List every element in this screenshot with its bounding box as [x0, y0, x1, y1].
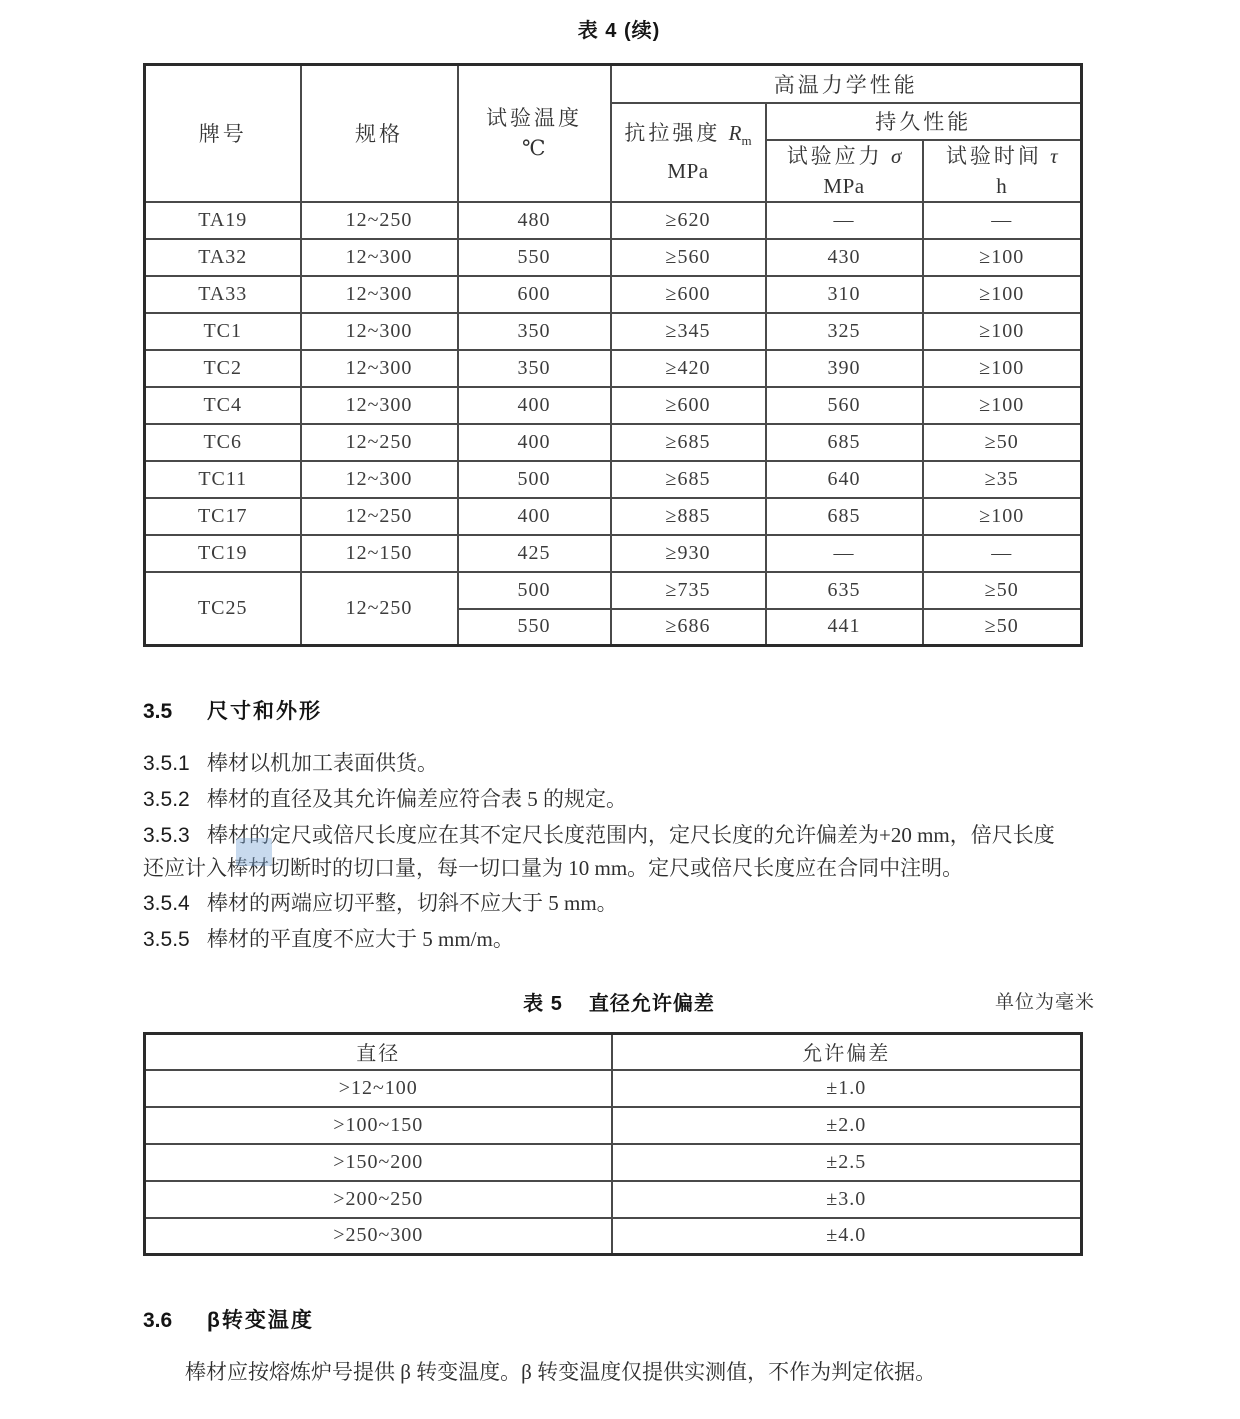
cell-time: ≥100	[923, 276, 1082, 313]
cell-grade: TA32	[145, 239, 301, 276]
cell-time: ≥50	[923, 609, 1082, 646]
table-row	[145, 424, 1082, 461]
table-row	[145, 276, 1082, 313]
header-test-time-label: 试验时间 τ	[945, 143, 1058, 168]
clause-text: 棒材以机加工表面供货。	[207, 751, 438, 775]
table-row	[145, 1218, 1082, 1255]
cell-rm: ≥345	[611, 313, 766, 350]
cell-stress: —	[766, 535, 923, 572]
clause-number: 3.5.3	[143, 824, 190, 847]
cell-temp: 400	[458, 424, 611, 461]
cell-time: ≥50	[923, 572, 1082, 609]
cell-time: ≥50	[923, 424, 1082, 461]
cell-temp: 500	[458, 572, 611, 609]
cell-stress: 325	[766, 313, 923, 350]
cell-rm: ≥420	[611, 350, 766, 387]
header-high-temp-group: 高温力学性能	[611, 65, 1082, 103]
table5-unit-note: 单位为毫米	[994, 992, 1095, 1013]
cell-temp: 480	[458, 202, 611, 239]
cell-temp: 500	[458, 461, 611, 498]
table5-caption-label: 表 5	[523, 993, 563, 1015]
header-durability-group: 持久性能	[766, 103, 1082, 140]
header-test-temperature	[458, 65, 611, 202]
cell-rm: ≥600	[611, 276, 766, 313]
table4-header-row-1	[145, 65, 1082, 103]
clause-text-line1: 棒材的定尺或倍尺长度应在其不定尺长度范围内，定尺长度的允许偏差为+20 mm，倍尺长度	[207, 823, 1055, 847]
clause-text: 棒材的平直度不应大于 5 mm/m。	[207, 927, 514, 951]
cell-grade: TC11	[145, 461, 301, 498]
header-test-time	[923, 140, 1082, 202]
clause-3-5-1	[143, 747, 1095, 780]
cell-time: ≥100	[923, 313, 1082, 350]
cell-time: ≥35	[923, 461, 1082, 498]
cell-tolerance: ±2.5	[612, 1144, 1082, 1181]
table-row	[145, 1181, 1082, 1218]
cell-tolerance: ±3.0	[612, 1181, 1082, 1218]
clause-3-5-3	[143, 819, 1095, 884]
table-row	[145, 1107, 1082, 1144]
cell-spec: 12~250	[301, 202, 458, 239]
section-3-6-paragraph: 棒材应按熔炼炉号提供 β 转变温度。β 转变温度仅提供实测值，不作为判定依据。	[185, 1360, 937, 1384]
table-row	[145, 350, 1082, 387]
clause-number: 3.5.2	[143, 788, 190, 811]
cell-stress: 560	[766, 387, 923, 424]
clause-text: 棒材的两端应切平整，切斜不应大于 5 mm。	[207, 891, 618, 915]
cell-temp: 550	[458, 609, 611, 646]
table-row	[145, 202, 1082, 239]
cell-rm: ≥600	[611, 387, 766, 424]
cell-spec: 12~300	[301, 239, 458, 276]
cell-rm: ≥686	[611, 609, 766, 646]
cell-tolerance: ±4.0	[612, 1218, 1082, 1255]
cell-stress: 430	[766, 239, 923, 276]
cell-diameter: >150~200	[145, 1144, 612, 1181]
cell-diameter: >200~250	[145, 1181, 612, 1218]
cell-stress: —	[766, 202, 923, 239]
cell-diameter: >100~150	[145, 1107, 612, 1144]
header-grade: 牌号	[145, 65, 301, 202]
cell-spec: 12~300	[301, 461, 458, 498]
table-row	[145, 461, 1082, 498]
table-row	[145, 1070, 1082, 1107]
header-tensile-strength-unit: MPa	[667, 159, 709, 184]
cell-spec: 12~150	[301, 535, 458, 572]
clause-number: 3.5.1	[143, 752, 190, 775]
cell-time: ≥100	[923, 387, 1082, 424]
table-row	[145, 313, 1082, 350]
header-tensile-strength	[611, 103, 766, 202]
table5-header	[145, 1034, 1082, 1070]
section-title: β转变温度	[207, 1309, 314, 1332]
table5-diameter-tolerance	[143, 1032, 1083, 1256]
section-3-5-heading	[143, 695, 1095, 725]
cell-spec: 12~300	[301, 276, 458, 313]
cell-grade: TC1	[145, 313, 301, 350]
cell-spec: 12~250	[301, 572, 458, 646]
header-test-stress-label: 试验应力 σ	[786, 143, 902, 168]
cell-grade: TC4	[145, 387, 301, 424]
table5-body	[145, 1070, 1082, 1255]
header-test-stress-unit: MPa	[823, 173, 865, 198]
table-row-tc25-1	[145, 572, 1082, 609]
cell-temp: 350	[458, 350, 611, 387]
table4-body	[145, 202, 1082, 646]
header-diameter: 直径	[145, 1034, 612, 1070]
cell-diameter: >250~300	[145, 1218, 612, 1255]
cell-stress: 640	[766, 461, 923, 498]
cell-grade: TC25	[145, 572, 301, 646]
cell-spec: 12~250	[301, 424, 458, 461]
table5-header-row	[145, 1034, 1082, 1070]
clause-3-5-4	[143, 887, 1095, 920]
table4-high-temp-properties	[143, 63, 1083, 647]
cell-time: ≥100	[923, 350, 1082, 387]
cell-spec: 12~300	[301, 350, 458, 387]
cell-rm: ≥885	[611, 498, 766, 535]
table4-header	[145, 65, 1082, 202]
cell-tolerance: ±1.0	[612, 1070, 1082, 1107]
cell-stress: 685	[766, 498, 923, 535]
cell-spec: 12~250	[301, 498, 458, 535]
cell-time: ≥100	[923, 498, 1082, 535]
cell-stress: 390	[766, 350, 923, 387]
table-row	[145, 498, 1082, 535]
cell-grade: TA33	[145, 276, 301, 313]
cell-time: —	[923, 535, 1082, 572]
header-test-temperature-label: 试验温度	[486, 106, 582, 131]
cell-grade: TC17	[145, 498, 301, 535]
cell-spec: 12~300	[301, 313, 458, 350]
clause-number: 3.5.5	[143, 928, 190, 951]
table-row	[145, 239, 1082, 276]
cell-stress: 441	[766, 609, 923, 646]
table-row	[145, 535, 1082, 572]
table4-caption: 表 4 (续)	[577, 20, 661, 42]
section-number: 3.6	[143, 1309, 173, 1332]
clause-3-5-5	[143, 923, 1095, 956]
cell-grade: TA19	[145, 202, 301, 239]
table5-caption-row	[143, 986, 1095, 1016]
cell-rm: ≥685	[611, 424, 766, 461]
clause-text: 棒材的直径及其允许偏差应符合表 5 的规定。	[207, 787, 627, 811]
cell-stress: 635	[766, 572, 923, 609]
cell-tolerance: ±2.0	[612, 1107, 1082, 1144]
cell-rm: ≥560	[611, 239, 766, 276]
header-spec: 规格	[301, 65, 458, 202]
cell-rm: ≥620	[611, 202, 766, 239]
clause-text-line2: 还应计入棒材切断时的切口量，每一切口量为 10 mm。定尺或倍尺长度应在合同中注明。	[143, 856, 964, 880]
cell-grade: TC2	[145, 350, 301, 387]
header-test-temperature-unit: ℃	[522, 136, 546, 161]
section-number: 3.5	[143, 700, 173, 723]
table5-caption-title: 直径允许偏差	[588, 993, 715, 1015]
header-test-stress	[766, 140, 923, 202]
cell-temp: 400	[458, 387, 611, 424]
header-tolerance: 允许偏差	[612, 1034, 1082, 1070]
cell-rm: ≥685	[611, 461, 766, 498]
cell-temp: 600	[458, 276, 611, 313]
table-row	[145, 387, 1082, 424]
table5-caption	[143, 987, 1095, 1016]
section-3-6-heading	[143, 1304, 1095, 1334]
clause-3-5-2	[143, 783, 1095, 816]
cell-temp: 550	[458, 239, 611, 276]
cell-spec: 12~300	[301, 387, 458, 424]
section-title: 尺寸和外形	[207, 700, 322, 723]
cell-grade: TC6	[145, 424, 301, 461]
cell-temp: 425	[458, 535, 611, 572]
table-row	[145, 1144, 1082, 1181]
clause-number: 3.5.4	[143, 892, 190, 915]
cell-rm: ≥735	[611, 572, 766, 609]
cell-stress: 310	[766, 276, 923, 313]
cell-stress: 685	[766, 424, 923, 461]
cell-temp: 350	[458, 313, 611, 350]
cell-rm: ≥930	[611, 535, 766, 572]
cell-grade: TC19	[145, 535, 301, 572]
cell-diameter: >12~100	[145, 1070, 612, 1107]
cell-time: ≥100	[923, 239, 1082, 276]
cell-temp: 400	[458, 498, 611, 535]
header-test-time-unit: h	[996, 173, 1008, 198]
cell-time: —	[923, 202, 1082, 239]
header-tensile-strength-label: 抗拉强度 $R_m$	[624, 120, 752, 149]
